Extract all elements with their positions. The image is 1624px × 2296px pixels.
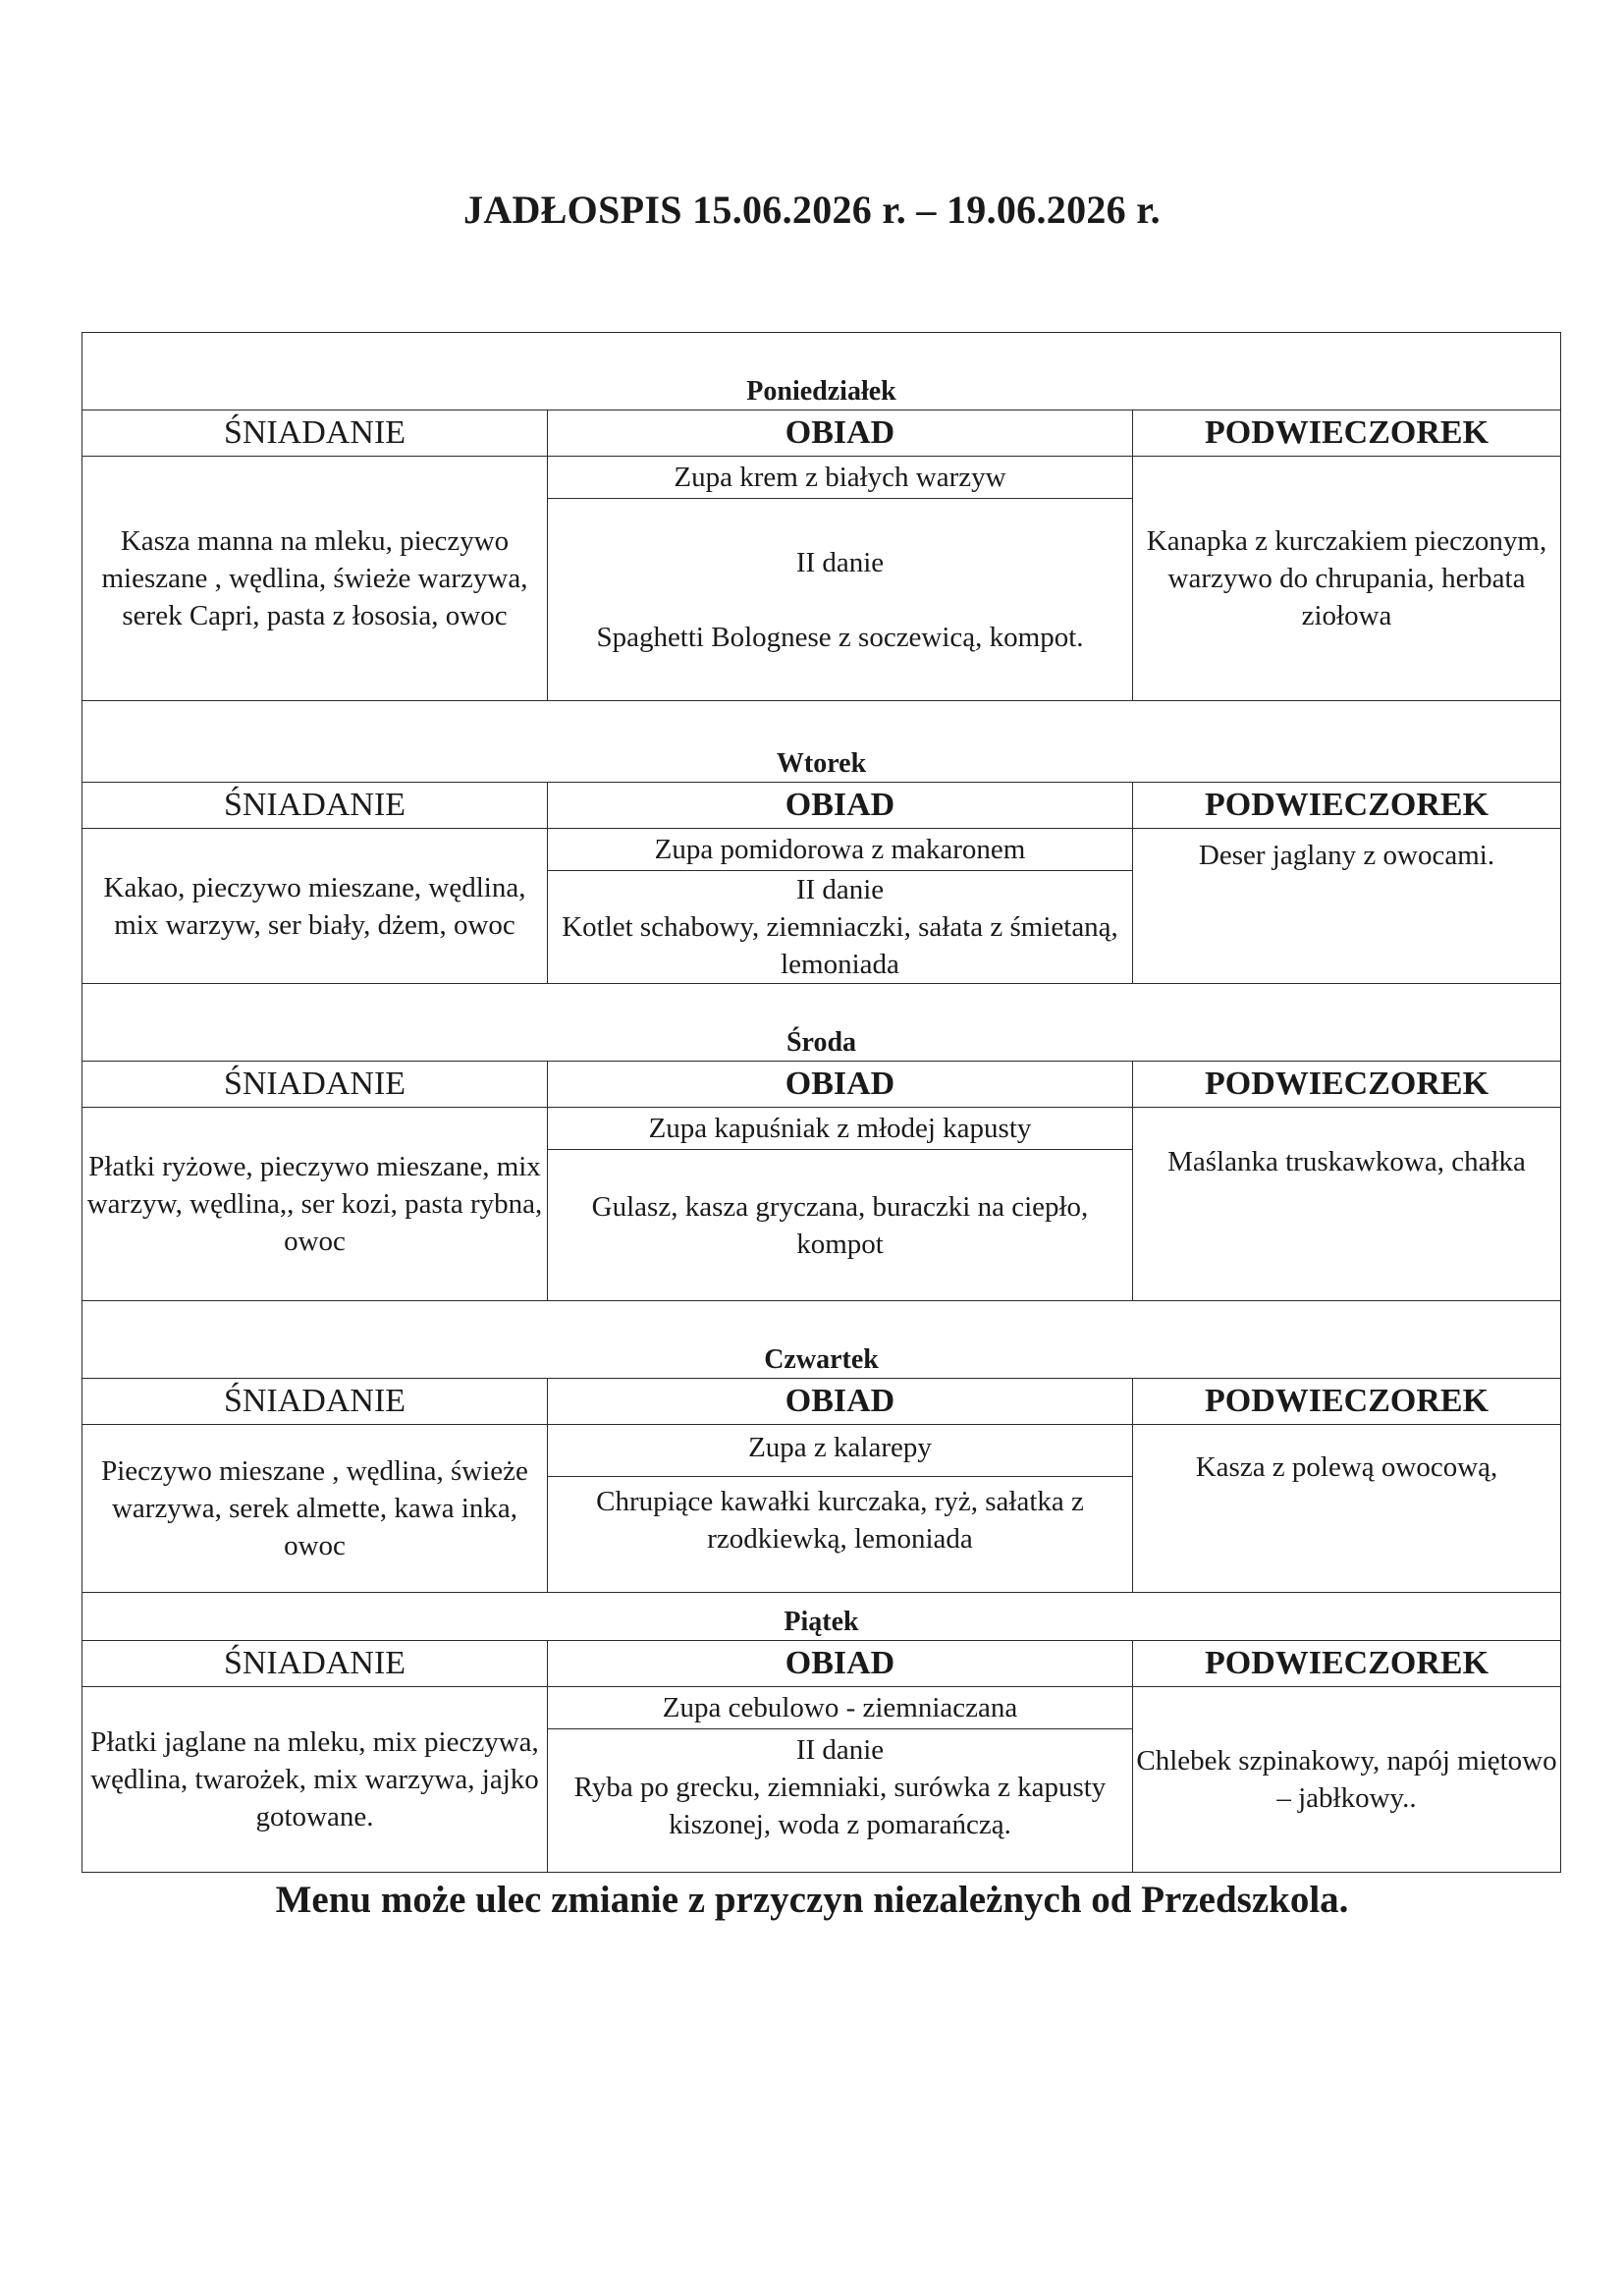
main-course-text: Ryba po grecku, ziemniaki, surówka z kapusty kiszonej, woda z pomarańczą. bbox=[573, 1772, 1107, 1840]
second-course-label: II danie bbox=[795, 546, 885, 578]
day-name: Wtorek bbox=[82, 701, 1561, 783]
main-course-text: Spaghetti Bolognese z soczewicą, kompot. bbox=[596, 621, 1084, 653]
lunch-cell bbox=[548, 1108, 1133, 1301]
snack-cell: Chlebek szpinakowy, napój miętowo – jabłkowy.. bbox=[1133, 1687, 1561, 1873]
header-snack: PODWIECZOREK bbox=[1133, 1641, 1561, 1687]
breakfast-cell: Pieczywo mieszane , wędlina, świeże warzywa, serek almette, kawa inka, owoc bbox=[82, 1425, 548, 1593]
header-row bbox=[82, 783, 1561, 829]
day-name: Czwartek bbox=[82, 1301, 1561, 1379]
main-course-text: Kotlet schabowy, ziemniaczki, sałata z śmietaną, lemoniada bbox=[562, 911, 1118, 980]
main-course-text: Gulasz, kasza gryczana, buraczki na ciepło, kompot bbox=[591, 1190, 1089, 1260]
snack-cell: Maślanka truskawkowa, chałka bbox=[1133, 1108, 1561, 1301]
day-row-wednesday bbox=[82, 984, 1561, 1062]
header-lunch: OBIAD bbox=[548, 783, 1133, 829]
breakfast-cell: Płatki ryżowe, pieczywo mieszane, mix warzyw, wędlina,, ser kozi, pasta rybna, owoc bbox=[82, 1108, 548, 1301]
day-name: Poniedziałek bbox=[82, 333, 1561, 410]
meal-row bbox=[82, 829, 1561, 984]
header-row bbox=[82, 1641, 1561, 1687]
day-row-monday bbox=[82, 333, 1561, 410]
second-course-label: II danie bbox=[795, 1734, 885, 1766]
meal-row bbox=[82, 1108, 1561, 1301]
day-name: Piątek bbox=[82, 1593, 1561, 1641]
meal-row bbox=[82, 457, 1561, 701]
soup-text: Zupa z kalarepy bbox=[548, 1425, 1132, 1477]
header-lunch: OBIAD bbox=[548, 1379, 1133, 1425]
header-breakfast: ŚNIADANIE bbox=[82, 410, 548, 457]
day-name: Środa bbox=[82, 984, 1561, 1062]
snack-cell: Kasza z polewą owocową, bbox=[1133, 1425, 1561, 1593]
lunch-cell bbox=[548, 829, 1133, 984]
header-lunch: OBIAD bbox=[548, 410, 1133, 457]
header-breakfast: ŚNIADANIE bbox=[82, 1062, 548, 1108]
header-breakfast: ŚNIADANIE bbox=[82, 783, 548, 829]
main-course-text: Chrupiące kawałki kurczaka, ryż, sałatka z rzodkiewką, lemoniada bbox=[596, 1486, 1084, 1555]
header-snack: PODWIECZOREK bbox=[1133, 1379, 1561, 1425]
day-row-friday bbox=[82, 1593, 1561, 1641]
header-lunch: OBIAD bbox=[548, 1641, 1133, 1687]
second-course-label: II danie bbox=[795, 874, 885, 905]
header-lunch: OBIAD bbox=[548, 1062, 1133, 1108]
soup-text: Zupa cebulowo - ziemniaczana bbox=[548, 1687, 1132, 1729]
soup-text: Zupa kapuśniak z młodej kapusty bbox=[548, 1108, 1132, 1150]
breakfast-cell: Kakao, pieczywo mieszane, wędlina, mix warzyw, ser biały, dżem, owoc bbox=[82, 829, 548, 984]
footer-note: Menu może ulec zmianie z przyczyn niezależnych od Przedszkola. bbox=[275, 1879, 1349, 1921]
day-row-tuesday bbox=[82, 701, 1561, 783]
header-breakfast: ŚNIADANIE bbox=[82, 1379, 548, 1425]
breakfast-cell: Płatki jaglane na mleku, mix pieczywa, wędlina, twarożek, mix warzywa, jajko gotowane. bbox=[82, 1687, 548, 1873]
day-row-thursday bbox=[82, 1301, 1561, 1379]
header-breakfast: ŚNIADANIE bbox=[82, 1641, 548, 1687]
header-row bbox=[82, 1062, 1561, 1108]
header-snack: PODWIECZOREK bbox=[1133, 1062, 1561, 1108]
breakfast-cell: Kasza manna na mleku, pieczywo mieszane , wędlina, świeże warzywa, serek Capri, pasta z łososia, owoc bbox=[82, 457, 548, 701]
snack-cell: Deser jaglany z owocami. bbox=[1133, 829, 1561, 984]
lunch-cell bbox=[548, 457, 1133, 701]
soup-text: Zupa krem z białych warzyw bbox=[548, 457, 1132, 499]
meal-row bbox=[82, 1425, 1561, 1593]
header-snack: PODWIECZOREK bbox=[1133, 410, 1561, 457]
soup-text: Zupa pomidorowa z makaronem bbox=[548, 829, 1132, 871]
page-title: JADŁOSPIS 15.06.2026 r. – 19.06.2026 r. bbox=[463, 188, 1161, 232]
lunch-cell bbox=[548, 1687, 1133, 1873]
header-snack: PODWIECZOREK bbox=[1133, 783, 1561, 829]
meal-row bbox=[82, 1687, 1561, 1873]
header-row bbox=[82, 410, 1561, 457]
menu-table bbox=[81, 332, 1561, 1873]
lunch-cell bbox=[548, 1425, 1133, 1593]
header-row bbox=[82, 1379, 1561, 1425]
snack-cell: Kanapka z kurczakiem pieczonym, warzywo do chrupania, herbata ziołowa bbox=[1133, 457, 1561, 701]
